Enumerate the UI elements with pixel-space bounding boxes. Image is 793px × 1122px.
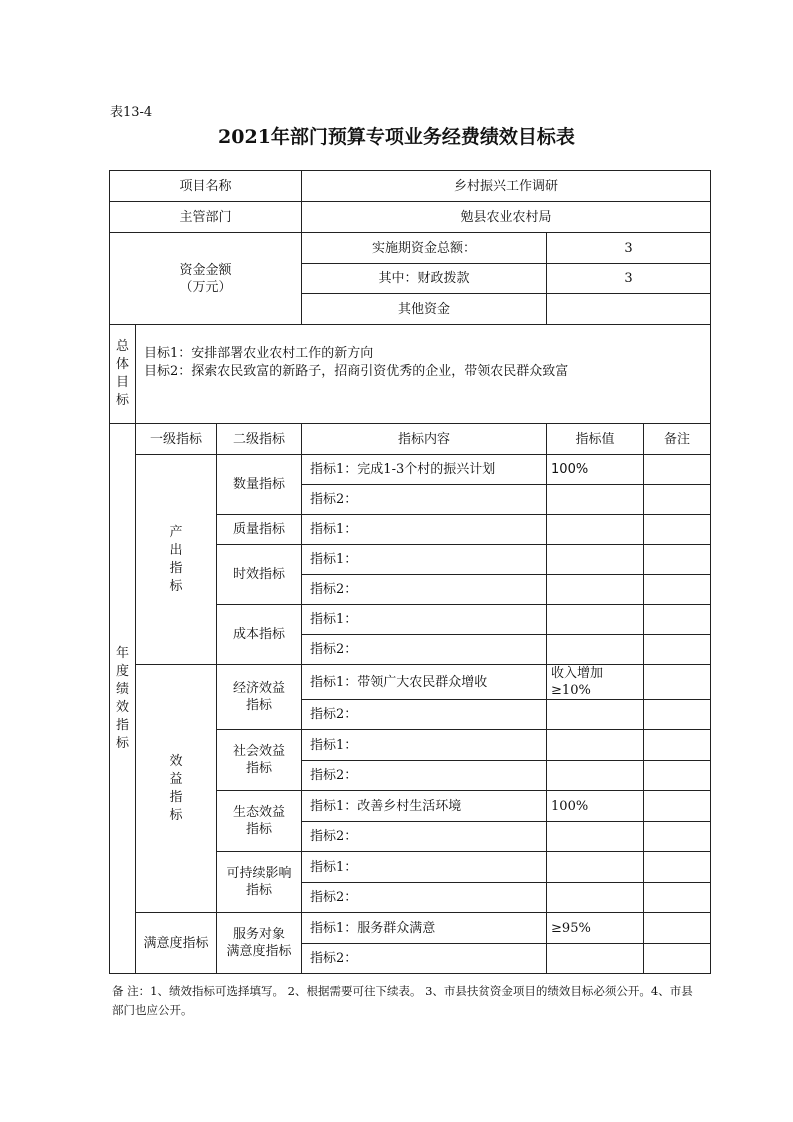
indicator-remark bbox=[644, 605, 711, 635]
economic-line1: 经济效益 bbox=[233, 681, 286, 696]
table-number-label: 表13-4 bbox=[110, 105, 153, 120]
cost-indicator: 成本指标 bbox=[217, 605, 302, 665]
ecological-line2: 指标 bbox=[246, 822, 273, 837]
indicator-remark bbox=[644, 635, 711, 665]
overall-goal-row bbox=[110, 325, 711, 424]
indicator-value bbox=[547, 883, 644, 913]
ecological-line1: 生态效益 bbox=[233, 805, 286, 820]
indicator-value bbox=[547, 605, 644, 635]
indicator-remark bbox=[644, 515, 711, 545]
quantity-indicator: 数量指标 bbox=[217, 455, 302, 515]
goal-1: 目标1：安排部署农业农村工作的新方向 bbox=[144, 346, 374, 361]
sustainable-line2: 指标 bbox=[246, 883, 273, 898]
social-line1: 社会效益 bbox=[233, 744, 286, 759]
indicator-value bbox=[547, 700, 644, 730]
benefit-group-char: 效 bbox=[169, 753, 183, 769]
benefit-group-char: 指 bbox=[169, 789, 183, 805]
indicator-value bbox=[547, 944, 644, 974]
indicator-content: 指标1：服务群众满意 bbox=[302, 913, 547, 944]
indicator-remark bbox=[644, 913, 711, 944]
indicator-content: 指标1： bbox=[302, 545, 547, 575]
indicator-remark bbox=[644, 852, 711, 883]
department-row bbox=[110, 202, 711, 233]
page-title: 2021年部门预算专项业务经费绩效目标表 bbox=[218, 126, 575, 148]
benefit-indicator-group bbox=[136, 665, 217, 913]
project-name-value: 乡村振兴工作调研 bbox=[302, 171, 711, 202]
goal-2: 目标2：探索农民致富的新路子，招商引资优秀的企业，带领农民群众致富 bbox=[144, 364, 569, 379]
annual-label-char: 年 bbox=[115, 645, 129, 661]
indicator-content: 指标2： bbox=[302, 944, 547, 974]
overall-goal-label bbox=[110, 325, 136, 424]
indicator-value bbox=[547, 575, 644, 605]
indicator-remark bbox=[644, 883, 711, 913]
funds-label-line1: 资金金额 bbox=[179, 262, 232, 278]
indicator-remark bbox=[644, 791, 711, 822]
indicator-value: 100% bbox=[547, 455, 644, 485]
department-label: 主管部门 bbox=[110, 202, 302, 233]
fiscal-funds-label: 其中：财政拨款 bbox=[302, 264, 547, 294]
overall-goal-char: 总 bbox=[115, 339, 129, 354]
indicator-remark bbox=[644, 700, 711, 730]
indicator-content: 指标2： bbox=[302, 883, 547, 913]
output-group-char: 出 bbox=[169, 542, 183, 558]
indicator-remark bbox=[644, 665, 711, 700]
satisfaction-indicator-group: 满意度指标 bbox=[136, 913, 217, 974]
social-benefit-indicator bbox=[217, 730, 302, 791]
indicator-remark bbox=[644, 575, 711, 605]
other-funds-value bbox=[547, 294, 711, 325]
indicator-value bbox=[547, 635, 644, 665]
indicator-content: 指标1： bbox=[302, 730, 547, 761]
indicator-remark bbox=[644, 761, 711, 791]
service-satisfaction-indicator bbox=[217, 913, 302, 974]
overall-goal-char: 体 bbox=[115, 357, 129, 372]
output-indicator-group bbox=[136, 455, 217, 665]
fiscal-funds-value: 3 bbox=[547, 264, 711, 294]
social-line2: 指标 bbox=[246, 761, 273, 776]
table-row bbox=[110, 913, 711, 944]
total-funds-label: 实施期资金总额： bbox=[302, 233, 547, 264]
indicator-content: 指标1：完成1-3个村的振兴计划 bbox=[302, 455, 547, 485]
indicator-value bbox=[547, 761, 644, 791]
table-row bbox=[110, 665, 711, 700]
funds-amount-label bbox=[110, 233, 302, 325]
annual-label-char: 绩 bbox=[115, 681, 129, 697]
indicator-content: 指标2： bbox=[302, 761, 547, 791]
output-group-char: 指 bbox=[169, 560, 183, 576]
indicator-remark bbox=[644, 730, 711, 761]
indicator-content: 指标1：带领广大农民群众增收 bbox=[302, 665, 547, 700]
benefit-group-char: 益 bbox=[169, 771, 183, 787]
indicator-value: 100% bbox=[547, 791, 644, 822]
funds-label-line2: （万元） bbox=[179, 279, 232, 295]
timeliness-indicator: 时效指标 bbox=[217, 545, 302, 605]
indicator-value: 收入增加≥10% bbox=[547, 665, 644, 700]
overall-goal-char: 标 bbox=[115, 393, 129, 408]
indicator-content: 指标1： bbox=[302, 605, 547, 635]
performance-target-table bbox=[109, 170, 711, 974]
project-name-label: 项目名称 bbox=[110, 171, 302, 202]
total-funds-value: 3 bbox=[547, 233, 711, 264]
indicator-content: 指标2： bbox=[302, 822, 547, 852]
header-content: 指标内容 bbox=[302, 424, 547, 455]
annual-indicator-label bbox=[110, 424, 136, 974]
quality-indicator: 质量指标 bbox=[217, 515, 302, 545]
service-line2: 满意度指标 bbox=[226, 944, 292, 959]
indicator-content: 指标1： bbox=[302, 515, 547, 545]
header-level1: 一级指标 bbox=[136, 424, 217, 455]
indicator-remark bbox=[644, 455, 711, 485]
output-group-char: 标 bbox=[169, 578, 183, 594]
annual-label-char: 度 bbox=[115, 663, 129, 679]
header-value: 指标值 bbox=[547, 424, 644, 455]
indicator-content: 指标2： bbox=[302, 635, 547, 665]
indicator-content: 指标2： bbox=[302, 485, 547, 515]
indicator-value bbox=[547, 545, 644, 575]
overall-goal-text bbox=[136, 325, 711, 424]
project-name-row bbox=[110, 171, 711, 202]
indicator-content: 指标1： bbox=[302, 852, 547, 883]
indicator-remark bbox=[644, 944, 711, 974]
sustainable-line1: 可持续影响 bbox=[226, 866, 292, 881]
indicator-content: 指标2： bbox=[302, 700, 547, 730]
indicator-value bbox=[547, 852, 644, 883]
other-funds-label: 其他资金 bbox=[302, 294, 547, 325]
footnote: 备 注：1、绩效指标可选择填写。 2、根据需要可往下续表。 3、市县扶贫资金项目的绩效目标必须公开。4、市县部门也应公开。 bbox=[112, 984, 693, 1017]
total-funds-row bbox=[110, 233, 711, 264]
output-group-char: 产 bbox=[169, 524, 183, 540]
overall-goal-char: 目 bbox=[115, 375, 129, 390]
indicator-value: ≥95% bbox=[547, 913, 644, 944]
annual-label-char: 效 bbox=[115, 699, 129, 715]
indicator-value bbox=[547, 515, 644, 545]
indicator-content: 指标2： bbox=[302, 575, 547, 605]
department-value: 勉县农业农村局 bbox=[302, 202, 711, 233]
indicator-value bbox=[547, 822, 644, 852]
header-level2: 二级指标 bbox=[217, 424, 302, 455]
annual-label-char: 标 bbox=[115, 735, 129, 751]
indicator-value bbox=[547, 485, 644, 515]
indicator-remark bbox=[644, 485, 711, 515]
indicator-remark bbox=[644, 545, 711, 575]
economic-benefit-indicator bbox=[217, 665, 302, 730]
ecological-benefit-indicator bbox=[217, 791, 302, 852]
annual-label-char: 指 bbox=[115, 717, 129, 733]
indicator-content: 指标1：改善乡村生活环境 bbox=[302, 791, 547, 822]
economic-line2: 指标 bbox=[246, 698, 273, 713]
table-row bbox=[110, 455, 711, 485]
indicator-header-row bbox=[110, 424, 711, 455]
benefit-group-char: 标 bbox=[169, 807, 183, 823]
indicator-remark bbox=[644, 822, 711, 852]
sustainable-impact-indicator bbox=[217, 852, 302, 913]
indicator-value bbox=[547, 730, 644, 761]
header-remark: 备注 bbox=[644, 424, 711, 455]
service-line1: 服务对象 bbox=[233, 927, 286, 942]
